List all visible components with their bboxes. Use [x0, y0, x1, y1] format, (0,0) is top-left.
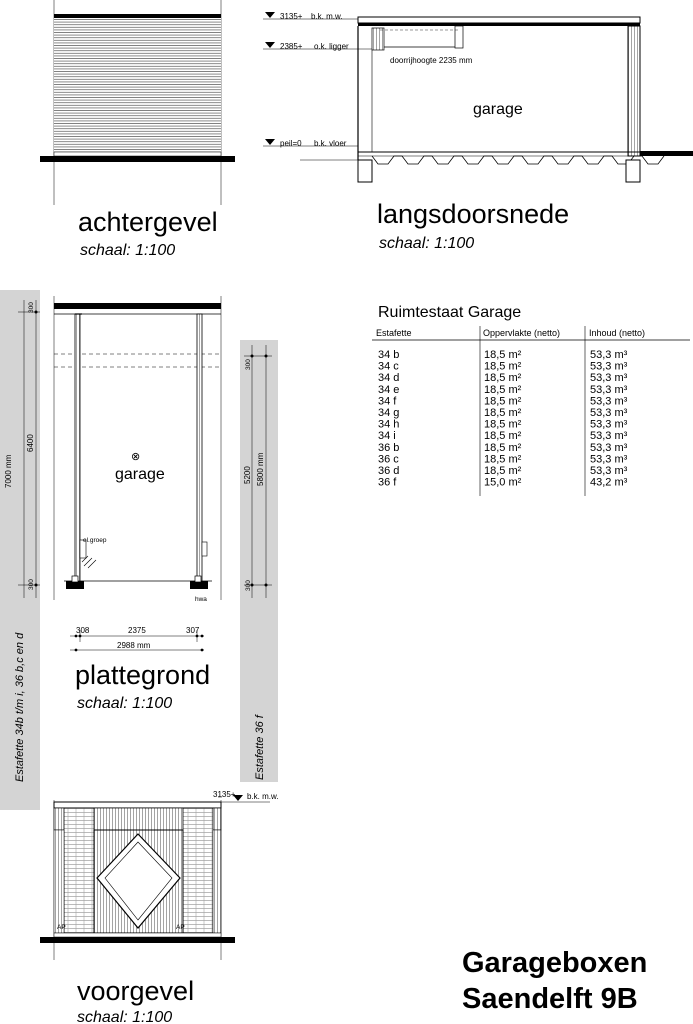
- table-cell: 34 b: [378, 349, 400, 361]
- side-label-right: Estafette 36 f: [254, 715, 266, 780]
- table-body: [378, 349, 628, 489]
- table-cell: 53,3 m³: [590, 383, 628, 396]
- table-cell: 36 d: [378, 465, 400, 477]
- table-cell: 53,3 m³: [590, 360, 628, 373]
- table-row: [378, 349, 628, 361]
- plan-label-elgroep: el.groep: [83, 537, 107, 544]
- table-cell: 34 d: [378, 372, 400, 385]
- section-level-mid-desc: o.k. ligger: [314, 42, 349, 51]
- voorgevel-title: voorgevel: [77, 976, 195, 1006]
- plan-symbol-icon: ⊗: [131, 451, 141, 463]
- table-row: [378, 419, 628, 431]
- table-cell: 18,5 m²: [484, 407, 522, 419]
- plan-dim-right-inner: 5200: [243, 466, 252, 484]
- plan-dim-left-inner: 6400: [26, 434, 35, 452]
- front-tag-right: AP: [176, 924, 185, 931]
- front-level-top-desc: b.k. m.w.: [247, 792, 279, 801]
- achtergevel-ground: [40, 156, 235, 162]
- table-cell: 53,3 m³: [590, 430, 628, 443]
- table-row: [378, 430, 628, 442]
- table-cell: 15,0 m²: [484, 476, 522, 489]
- table-cell: 53,3 m³: [590, 465, 628, 477]
- achtergevel-view: [40, 0, 235, 205]
- table-cell: 34 e: [378, 383, 400, 396]
- voorgevel-scale: schaal: 1:100: [77, 1009, 173, 1024]
- plan-dim-left-total: 7000 mm: [4, 454, 13, 488]
- table-cell: 36 c: [378, 453, 399, 466]
- table-cell: 53,3 m³: [590, 395, 628, 408]
- project-title-line1: Garageboxen: [462, 947, 648, 979]
- table-cell: 53,3 m³: [590, 453, 628, 466]
- floor-slab-profile: [372, 156, 664, 164]
- table-cell: 43,2 m³: [590, 476, 628, 489]
- front-tag-left: AP: [57, 924, 66, 931]
- voorgevel-view: [40, 795, 270, 960]
- project-title-line2: Saendelft 9B: [462, 983, 638, 1015]
- table-cell: 53,3 m³: [590, 441, 628, 454]
- table-row: [378, 372, 628, 384]
- table-cell: 18,5 m²: [484, 349, 522, 361]
- table-row: [378, 465, 628, 477]
- section-level-floor: peil=0: [280, 139, 302, 148]
- table-cell: 18,5 m²: [484, 453, 522, 466]
- level-marker-icon: [265, 12, 275, 18]
- table-cell: 34 i: [378, 430, 396, 443]
- table-row: [378, 395, 628, 407]
- table-cell: 34 g: [378, 407, 400, 419]
- table-cell: 18,5 m²: [484, 441, 522, 454]
- table-cell: 34 f: [378, 395, 397, 408]
- table-cell: 53,3 m³: [590, 349, 628, 361]
- langsdoorsnede-scale: schaal: 1:100: [379, 235, 475, 252]
- table-cell: 53,3 m³: [590, 372, 628, 385]
- ground-line: [640, 151, 693, 156]
- door-height-label: doorrijhoogte 2235 mm: [390, 56, 473, 65]
- plan-dim-right-top: 300: [245, 359, 252, 370]
- table-cell: 34 h: [378, 418, 400, 431]
- plan-dim-left-bottom: 300: [28, 579, 35, 590]
- table-header-estafette: Estafette: [376, 328, 412, 338]
- table-row: [378, 361, 628, 373]
- table-cell: 18,5 m²: [484, 360, 522, 373]
- table-row: [378, 477, 628, 489]
- side-label-left: Estafette 34b t/m i, 36 b,c en d: [14, 632, 26, 782]
- plan-dim-left-top: 300: [28, 302, 35, 313]
- plattegrond-scale: schaal: 1:100: [77, 695, 173, 712]
- table-header-oppervlakte: Oppervlakte (netto): [483, 328, 561, 338]
- plan-dim-right-bottom: 300: [245, 580, 252, 591]
- table-cell: 36 b: [378, 441, 400, 454]
- langsdoorsnede-title: langsdoorsnede: [377, 199, 570, 229]
- table-cell: 53,3 m³: [590, 407, 628, 419]
- plattegrond-title: plattegrond: [75, 660, 211, 690]
- plan-dim-bottom-right: 307: [186, 626, 200, 635]
- langsdoorsnede-view: [263, 12, 693, 182]
- table-title: Ruimtestaat Garage: [378, 304, 522, 321]
- level-marker-icon: [265, 42, 275, 48]
- achtergevel-title: achtergevel: [78, 207, 218, 237]
- table-cell: 18,5 m²: [484, 465, 522, 477]
- section-room-label: garage: [473, 101, 523, 118]
- table-cell: 18,5 m²: [484, 372, 522, 385]
- plan-dim-bottom-total: 2988 mm: [117, 641, 151, 650]
- ruimtestaat-table: [372, 304, 690, 496]
- section-level-top: 3135+: [280, 12, 303, 21]
- plan-dim-right-total: 5800 mm: [256, 452, 265, 486]
- table-cell: 18,5 m²: [484, 418, 522, 431]
- voorgevel-ground: [40, 937, 235, 943]
- table-cell: 53,3 m³: [590, 418, 628, 431]
- plan-label-hwa: hwa: [195, 596, 207, 603]
- plan-dim-bottom-left: 308: [76, 626, 90, 635]
- table-row: [378, 407, 628, 419]
- table-cell: 36 f: [378, 476, 397, 489]
- achtergevel-scale: schaal: 1:100: [80, 242, 176, 259]
- level-marker-icon: [265, 139, 275, 145]
- front-level-top: 3135+: [213, 790, 236, 799]
- plan-room-label: garage: [115, 466, 165, 483]
- table-cell: 18,5 m²: [484, 383, 522, 396]
- table-row: [378, 384, 628, 396]
- plan-dim-bottom-mid: 2375: [128, 626, 146, 635]
- table-row: [378, 453, 628, 465]
- table-row: [378, 442, 628, 454]
- table-cell: 18,5 m²: [484, 395, 522, 408]
- section-level-mid: 2385+: [280, 42, 303, 51]
- table-cell: 34 c: [378, 360, 399, 373]
- achtergevel-cladding: [54, 18, 221, 152]
- section-level-top-desc: b.k. m.w.: [311, 12, 343, 21]
- section-level-floor-desc: b.k. vloer: [314, 139, 347, 148]
- table-cell: 18,5 m²: [484, 430, 522, 443]
- table-header-inhoud: Inhoud (netto): [589, 328, 646, 338]
